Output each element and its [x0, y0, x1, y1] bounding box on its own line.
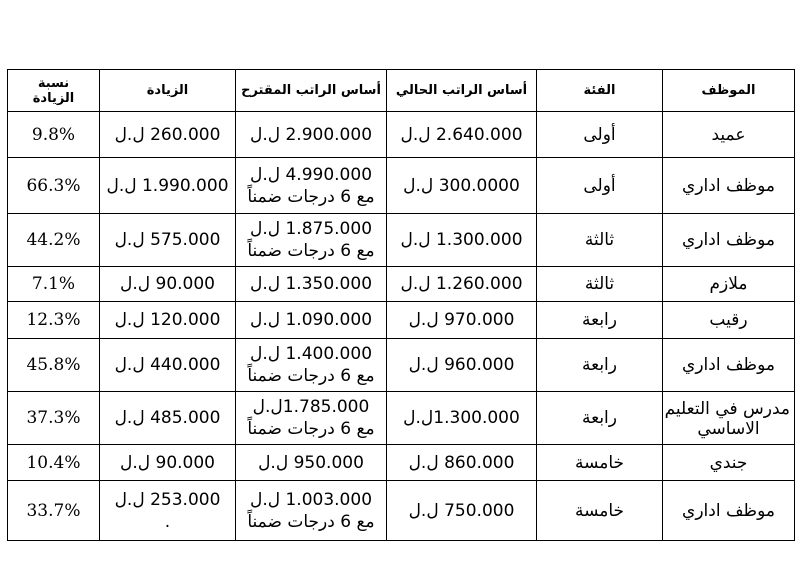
proposed-text: 1.875.000 ل.ل [249, 219, 373, 239]
increase-text: 90.000 ل.ل [120, 274, 215, 294]
header-row [8, 70, 795, 112]
cell-current-salary: 750.000 ل.ل [387, 481, 537, 541]
increase-text: 1.990.000 ل.ل [106, 175, 229, 196]
table-row [8, 158, 795, 214]
increase-text: 120.000 ل.ل [114, 310, 221, 330]
employee-text: عميد [711, 124, 746, 145]
cell-percent: 33.7% [8, 481, 100, 541]
cell-percent: 66.3% [8, 158, 100, 214]
cell-increase [100, 112, 236, 158]
proposed-text: 1.400.000 ل.ل [249, 344, 373, 364]
salary-comparison-table [7, 69, 795, 541]
cell-current-salary: 860.000 ل.ل [387, 445, 537, 481]
cell-increase [100, 302, 236, 339]
cell-percent: 7.1% [8, 267, 100, 302]
proposed-text: 4.990.000 ل.ل [249, 164, 373, 185]
percent-header-line1: نسبة [37, 75, 70, 91]
cell-increase [100, 481, 236, 541]
cell-proposed-salary [236, 445, 387, 481]
increase-text: 485.000 ل.ل [114, 408, 221, 428]
cell-employee [663, 158, 795, 214]
cell-proposed-salary [236, 392, 387, 445]
percent-header-line2: الزيادة [32, 90, 75, 106]
proposed-text: 1.785.000ل.ل [252, 397, 370, 417]
increase-text: 575.000 ل.ل [114, 230, 221, 250]
proposed-text: 1.350.000 ل.ل [249, 274, 373, 294]
cell-percent: 37.3% [8, 392, 100, 445]
proposed-note: مع 6 درجات ضمناً [247, 186, 375, 207]
cell-current-salary: 1.300.000ل.ل [387, 392, 537, 445]
cell-proposed-salary [236, 158, 387, 214]
proposed-note: مع 6 درجات ضمناً [247, 511, 375, 532]
employee-text: ملازم [709, 274, 748, 294]
cell-employee [663, 112, 795, 158]
cell-category: رابعة [537, 302, 663, 339]
cell-increase [100, 392, 236, 445]
cell-employee [663, 392, 795, 445]
cell-increase [100, 267, 236, 302]
proposed-note: مع 6 درجات ضمناً [247, 241, 375, 261]
cell-percent: 10.4% [8, 445, 100, 481]
cell-proposed-salary [236, 339, 387, 392]
cell-employee [663, 445, 795, 481]
cell-employee [663, 339, 795, 392]
cell-percent: 45.8% [8, 339, 100, 392]
cell-category: رابعة [537, 339, 663, 392]
table-row [8, 445, 795, 481]
increase-text: 90.000 ل.ل [120, 452, 215, 473]
col-category: الفئة [537, 70, 663, 112]
table-row [8, 214, 795, 267]
cell-category: أولى [537, 158, 663, 214]
cell-category: ثالثة [537, 267, 663, 302]
cell-increase [100, 158, 236, 214]
cell-category: أولى [537, 112, 663, 158]
col-current: أساس الراتب الحالي [387, 70, 537, 112]
cell-employee [663, 214, 795, 267]
employee-text: موظف اداري [682, 355, 775, 375]
proposed-note: مع 6 درجات ضمناً [247, 419, 375, 439]
cell-percent: 44.2% [8, 214, 100, 267]
cell-increase [100, 445, 236, 481]
cell-increase [100, 214, 236, 267]
proposed-text: 950.000 ل.ل [258, 452, 364, 473]
employee-text: مدرس في التعليم [664, 399, 790, 419]
cell-current-salary: 1.300.000 ل.ل [387, 214, 537, 267]
cell-proposed-salary [236, 481, 387, 541]
cell-category: ثالثة [537, 214, 663, 267]
cell-current-salary: 300.0000 ل.ل [387, 158, 537, 214]
cell-category: خامسة [537, 481, 663, 541]
col-employee: الموظف [663, 70, 795, 112]
table-row [8, 392, 795, 445]
cell-percent: 9.8% [8, 112, 100, 158]
employee-text-line2: الاساسي [697, 419, 760, 439]
employee-text: موظف اداري [682, 175, 775, 196]
employee-text: موظف اداري [682, 230, 775, 250]
col-increase: الزيادة [100, 70, 236, 112]
proposed-note: مع 6 درجات ضمناً [247, 366, 375, 386]
cell-current-salary: 960.000 ل.ل [387, 339, 537, 392]
employee-text: موظف اداري [682, 500, 775, 521]
increase-text: 440.000 ل.ل [114, 355, 221, 375]
increase-text: 253.000 ل.ل [114, 489, 221, 510]
table-row [8, 302, 795, 339]
cell-employee [663, 302, 795, 339]
table-row [8, 481, 795, 541]
employee-text: رقيب [709, 310, 748, 330]
employee-text: جندي [709, 452, 748, 473]
proposed-text: 2.900.000 ل.ل [249, 124, 373, 145]
cell-category: رابعة [537, 392, 663, 445]
cell-category: خامسة [537, 445, 663, 481]
table-row [8, 267, 795, 302]
cell-current-salary: 1.260.000 ل.ل [387, 267, 537, 302]
cell-current-salary: 970.000 ل.ل [387, 302, 537, 339]
col-proposed: أساس الراتب المقترح [236, 70, 387, 112]
proposed-text: 1.003.000 ل.ل [249, 489, 373, 510]
table-row [8, 112, 795, 158]
increase-text: 260.000 ل.ل [114, 124, 221, 145]
proposed-text: 1.090.000 ل.ل [249, 310, 373, 330]
cell-current-salary: 2.640.000 ل.ل [387, 112, 537, 158]
cell-employee [663, 481, 795, 541]
cell-proposed-salary [236, 302, 387, 339]
cell-proposed-salary [236, 267, 387, 302]
cell-proposed-salary [236, 112, 387, 158]
col-percent [8, 70, 100, 112]
increase-text-line2: . [164, 511, 171, 532]
cell-increase [100, 339, 236, 392]
cell-proposed-salary [236, 214, 387, 267]
cell-employee [663, 267, 795, 302]
table-row [8, 339, 795, 392]
cell-percent: 12.3% [8, 302, 100, 339]
